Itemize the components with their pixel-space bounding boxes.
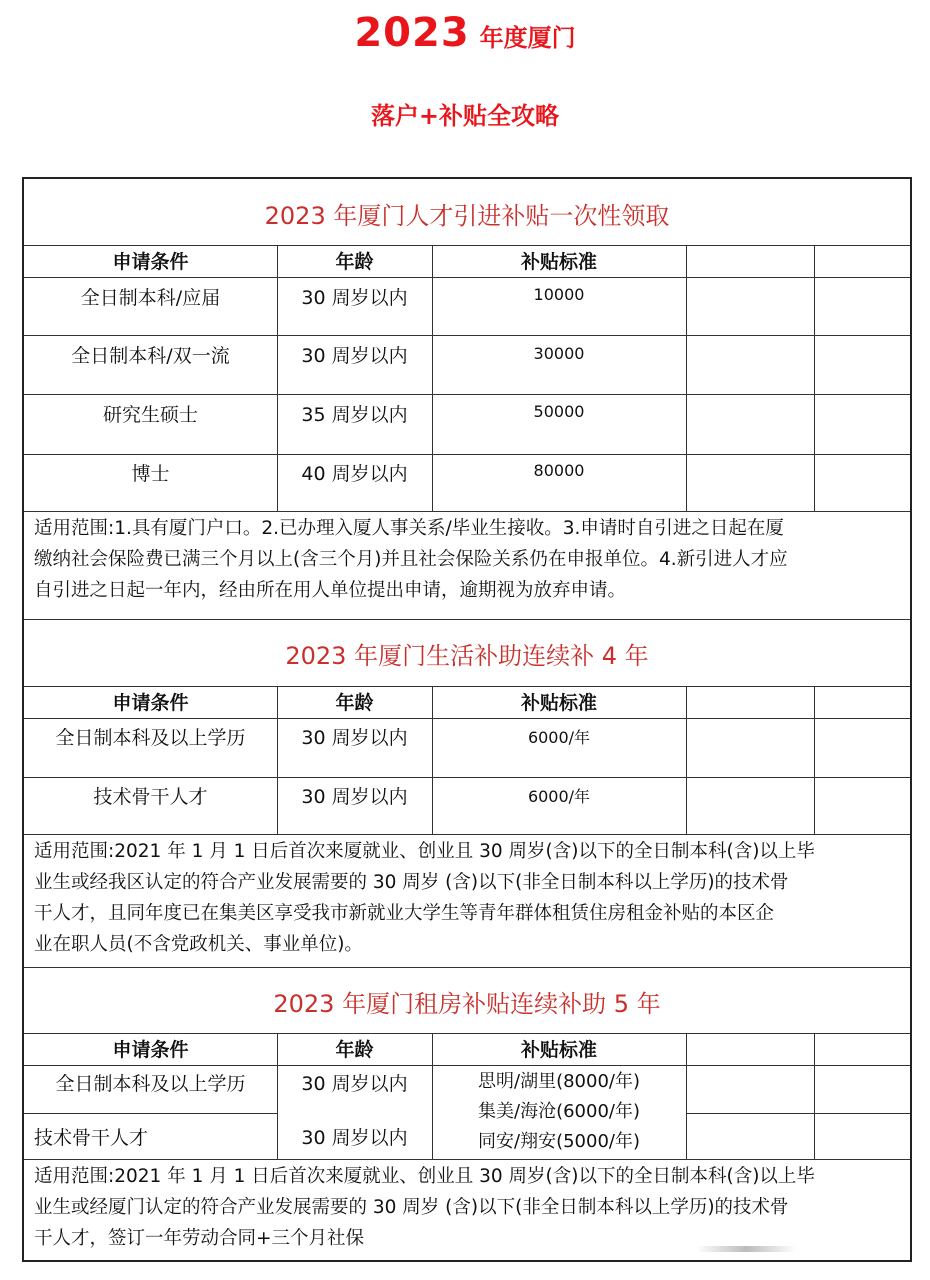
title-rest: 年度厦门 <box>479 24 576 52</box>
header-age: 年龄 <box>335 251 374 273</box>
column-divider <box>686 686 687 834</box>
s1-row2-standard: 30000 <box>533 344 585 363</box>
section3-note <box>34 1161 902 1254</box>
column-divider <box>814 245 815 511</box>
header-condition: 申请条件 <box>112 1039 189 1061</box>
divider <box>24 967 910 968</box>
s2-row2-standard: 6000/年 <box>527 787 591 806</box>
divider <box>24 394 910 395</box>
column-divider <box>814 686 815 834</box>
s1-row2-condition: 全日制本科/双一流 <box>71 345 230 367</box>
divider <box>24 686 910 687</box>
note-line: 业生或经我区认定的符合产业发展需要的 30 周岁 (含)以下(非全日制本科以上学历)的技术骨 <box>34 872 789 893</box>
column-divider <box>814 1033 815 1159</box>
s1-row3-age: 35 周岁以内 <box>301 404 408 426</box>
note-line: 业在职人员(不含党政机关、事业单位)。 <box>34 934 363 955</box>
section1-note <box>34 513 902 606</box>
s3-row2-age: 30 周岁以内 <box>301 1127 408 1149</box>
note-line: 缴纳社会保险费已满三个月以上(含三个月)并且社会保险关系仍在申报单位。4.新引进人才应 <box>34 549 788 570</box>
note-line: 自引进之日起一年内，经由所在用人单位提出申请，逾期视为放弃申请。 <box>34 580 627 601</box>
s2-row2-age: 30 周岁以内 <box>301 786 408 808</box>
note-line: 适用范围:1.具有厦门户口。2.已办理入厦人事关系/毕业生接收。3.申请时自引进之日起在厦 <box>34 518 784 539</box>
divider <box>24 1065 910 1066</box>
scan-smudge <box>696 1246 796 1252</box>
s3-row1-condition: 全日制本科及以上学历 <box>55 1073 246 1095</box>
divider <box>24 277 910 278</box>
header-standard: 补贴标准 <box>520 692 597 714</box>
divider <box>24 454 910 455</box>
header-standard: 补贴标准 <box>520 1039 597 1061</box>
divider <box>24 1033 910 1034</box>
s3-standards <box>432 1067 686 1157</box>
note-line: 业生或经厦门认定的符合产业发展需要的 30 周岁 (含)以下(非全日制本科以上学历)的技术骨 <box>34 1197 789 1218</box>
s1-row4-standard: 80000 <box>533 461 585 480</box>
divider <box>24 245 910 246</box>
s1-row3-condition: 研究生硕士 <box>102 404 198 426</box>
divider <box>686 1113 910 1114</box>
s2-row1-standard: 6000/年 <box>527 728 591 747</box>
s1-row3-standard: 50000 <box>533 402 585 421</box>
section3-title: 2023 年厦门租房补贴连续补助 5 年 <box>273 990 661 1018</box>
header-age: 年龄 <box>335 1039 374 1061</box>
section2-title: 2023 年厦门生活补助连续补 4 年 <box>285 642 649 670</box>
s3-row2-condition: 技术骨干人才 <box>34 1127 149 1149</box>
s1-row1-standard: 10000 <box>533 285 585 304</box>
s2-row2-condition: 技术骨干人才 <box>93 786 208 808</box>
note-line: 适用范围:2021 年 1 月 1 日后首次来厦就业、创业且 30 周岁(含)以下的全日制本科(含)以上毕 <box>34 841 815 862</box>
header-condition: 申请条件 <box>112 692 189 714</box>
s2-row1-age: 30 周岁以内 <box>301 727 408 749</box>
divider <box>24 619 910 620</box>
column-divider <box>686 1033 687 1159</box>
title-year: 2023 <box>354 10 470 56</box>
divider <box>24 1113 277 1114</box>
divider <box>24 335 910 336</box>
s1-row2-age: 30 周岁以内 <box>301 345 408 367</box>
divider <box>24 834 910 835</box>
s1-row4-age: 40 周岁以内 <box>301 463 408 485</box>
header-standard: 补贴标准 <box>520 251 597 273</box>
standard-line: 集美/海沧(6000/年) <box>478 1101 640 1122</box>
note-line: 干人才，且同年度已在集美区享受我市新就业大学生等青年群体租赁住房租金补贴的本区企 <box>34 903 775 924</box>
s1-row1-age: 30 周岁以内 <box>301 287 408 309</box>
standard-line: 思明/湖里(8000/年) <box>478 1071 640 1092</box>
divider <box>24 718 910 719</box>
s1-row4-condition: 博士 <box>131 463 170 485</box>
divider <box>24 511 910 512</box>
header-age: 年龄 <box>335 692 374 714</box>
divider <box>24 1159 910 1160</box>
divider <box>24 777 910 778</box>
subsidy-table <box>22 177 912 1262</box>
section2-note <box>34 836 902 960</box>
s1-row1-condition: 全日制本科/应届 <box>80 287 221 309</box>
page-title <box>0 10 930 56</box>
note-line: 适用范围:2021 年 1 月 1 日后首次来厦就业、创业且 30 周岁(含)以下的全日制本科(含)以上毕 <box>34 1166 815 1187</box>
header-condition: 申请条件 <box>112 251 189 273</box>
standard-line: 同安/翔安(5000/年) <box>478 1131 640 1152</box>
note-line: 干人才，签订一年劳动合同+三个月社保 <box>34 1228 365 1249</box>
section1-title: 2023 年厦门人才引进补贴一次性领取 <box>264 202 670 230</box>
page-subtitle: 落户+补贴全攻略 <box>370 102 560 130</box>
column-divider <box>686 245 687 511</box>
s2-row1-condition: 全日制本科及以上学历 <box>55 727 246 749</box>
s3-row1-age: 30 周岁以内 <box>301 1073 408 1095</box>
